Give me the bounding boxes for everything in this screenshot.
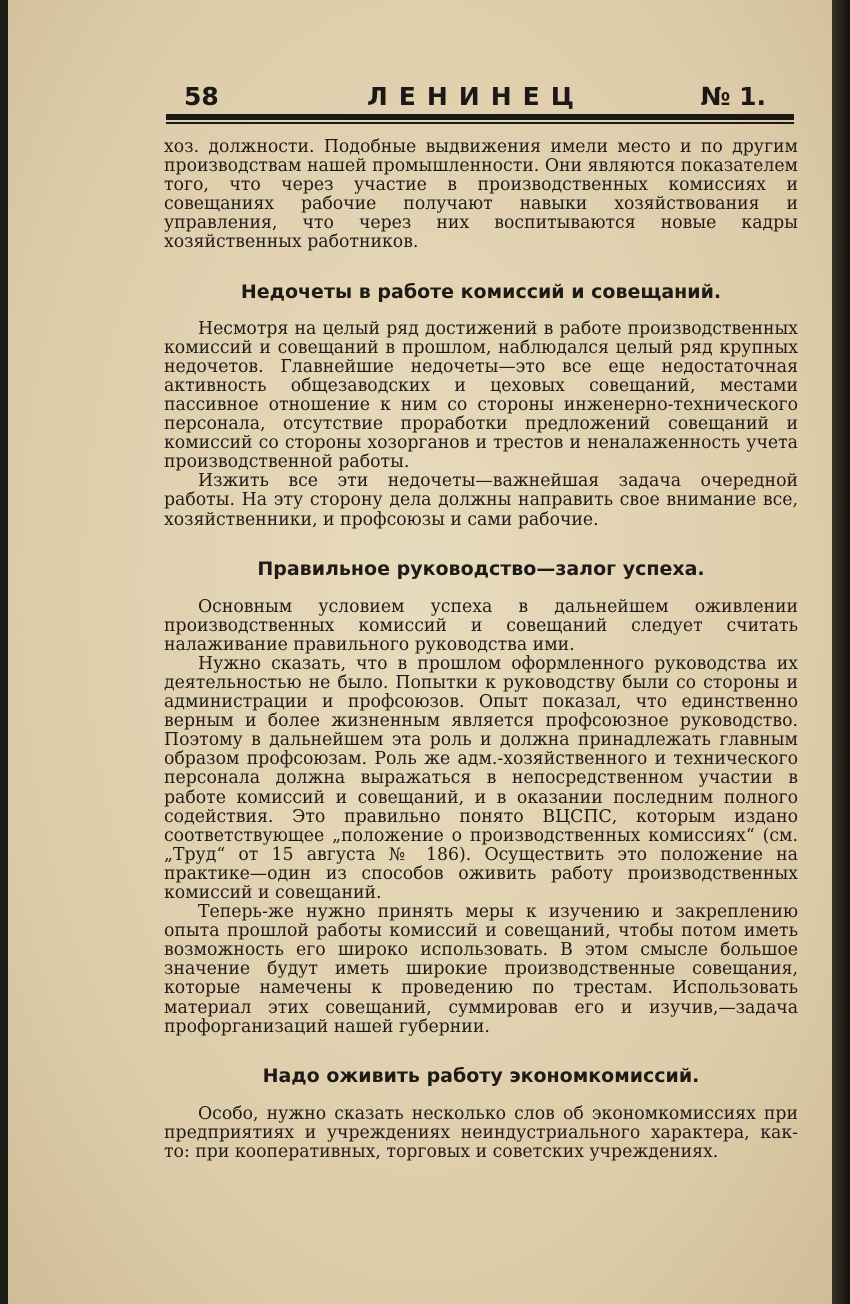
article-body [164, 138, 798, 1162]
body-paragraph: Нужно сказать, что в прошлом оформленного руководства их деятельностью не было. Попытки к руководству были со стороны и администрации и профсоюзов. Опыт показал, что единственно верным и более жизненным является профсоюзное руководство. Поэтому в дальнейшем эта роль и должна принадлежать главным образом профсоюзам. Роль же адм.-хозяйственного и технического персонала должна выражаться в непосредственном участии в работе комиссий и совещаний, и в оказании последним полного содействия. Это правильно понято ВЦСПС, которым издано соответствующее „положение о производственных комиссиях“ (см. „Труд“ от 15 августа № 186). Осуществить это положение на практике—один из способов оживить работу производственных комиссий и совещаний. [164, 653, 798, 903]
intro-paragraph: хоз. должности. Подобные выдвижения имели место и по другим производствам нашей промышленности. Они являются показателем того, что через участие в производственных комиссиях и совещаниях рабочие получают навыки хозяйствования и управления, что через них воспитываются новые кадры хозяйственных работников. [164, 137, 798, 253]
section-heading-shortcomings: Недочеты в работе комиссий и совещаний. [240, 280, 722, 303]
body-paragraph: Несмотря на целый ряд достижений в работе производственных комиссий и совещаний в прошлом, наблюдался целый ряд крупных недочетов. Главнейшие недочеты—это все еще недостаточная активность общезаводских и цеховых совещаний, местами пассивное отношение к ним со стороны инженерно-технического персонала, отсутствие проработки предложений совещаний и комиссий со стороны хозорганов и трестов и неналаженность учета производственной работы. [164, 318, 798, 473]
header-rule-thick [166, 114, 794, 120]
body-paragraph: Основным условием успеха в дальнейшем оживлении производственных комиссий и совещаний следует считать налаживание правильного руководства ими. [164, 596, 798, 655]
running-header [178, 82, 774, 116]
body-paragraph: Теперь-же нужно принять меры к изучению и закреплению опыта прошлой работы комиссий и совещаний, чтобы потом иметь возможность его широко использовать. В этом смысле большое значение будут иметь широкие производственные совещания, которые намечены к проведению по трестам. Использовать материал этих совещаний, суммировав его и изучив,—задача профорганизаций нашей губернии. [164, 902, 798, 1037]
journal-title: ЛЕНИНЕЦ [367, 82, 585, 111]
body-paragraph: Изжить все эти недочеты—важнейшая задача очередной работы. На эту сторону дела должны направить свое внимание все, хозяйственники, и профсоюзы и сами рабочие. [164, 471, 798, 530]
body-paragraph: Особо, нужно сказать несколько слов об экономкомиссиях при предприятиях и учреждениях неиндустриального характера, как-то: при кооперативных, торговых и советских учреждениях. [164, 1103, 798, 1162]
book-binding-edge [832, 0, 850, 1304]
section-heading-economic-commissions: Надо оживить работу экономкомиссий. [262, 1064, 700, 1087]
journal-page [8, 0, 834, 1304]
header-rule-thin [166, 122, 794, 124]
section-heading-leadership: Правильное руководство—залог успеха. [257, 557, 705, 580]
page-number: 58 [184, 82, 219, 111]
issue-number: № 1. [700, 82, 766, 111]
